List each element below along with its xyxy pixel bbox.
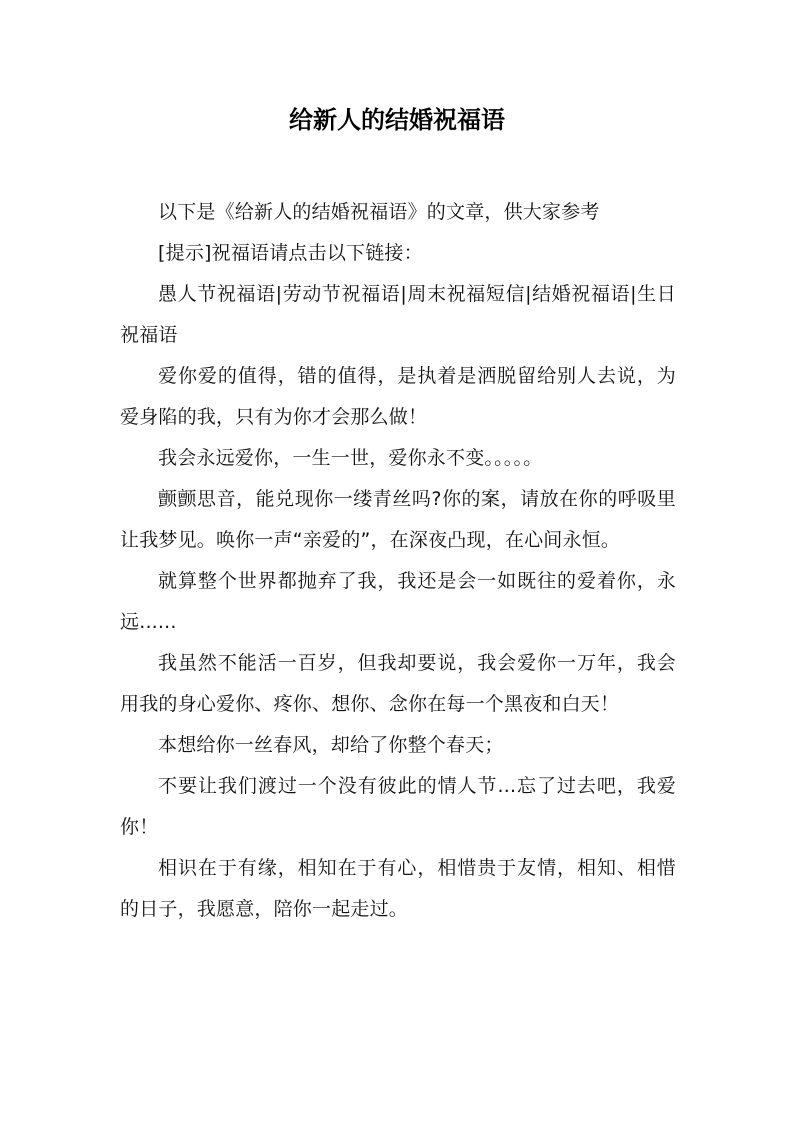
paragraph-hint: [提示]祝福语请点击以下链接： — [158, 242, 423, 264]
paragraph-blessing: 本想给你一丝春风，却给了你整个春天； — [158, 734, 504, 756]
paragraph-blessing: 我虽然不能活一百岁，但我却要说，我会爱你一万年，我会用我的身心爱你、疼你、想你、念你在每一个黑夜和白天！ — [120, 652, 676, 715]
paragraph-blessing: 不要让我们渡过一个没有彼此的情人节...忘了过去吧，我爱你！ — [120, 775, 676, 838]
paragraph-links: 愚人节祝福语|劳动节祝福语|周末祝福短信|结婚祝福语|生日祝福语 — [120, 283, 676, 346]
paragraph-blessing: 相识在于有缘，相知在于有心，相惜贵于友情，相知、相惜的日子，我愿意，陪你一起走过。 — [120, 857, 676, 920]
paragraph-blessing: 爱你爱的值得，错的值得，是执着是洒脱留给别人去说，为爱身陷的我，只有为你才会那么做！ — [120, 365, 676, 428]
paragraph-blessing: 就算整个世界都抛弃了我，我还是会一如既往的爱着你，永远...... — [120, 570, 676, 633]
paragraph-blessing: 我会永远爱你，一生一世，爱你永不变。。。。。 — [158, 447, 543, 469]
document-title: 给新人的结婚祝福语 — [289, 106, 505, 134]
paragraph-blessing: 颤颤思音，能兑现你一缕青丝吗?你的案，请放在你的呼吸里让我梦见。唤你一声“亲爱的”，在深夜凸现，在心间永恒。 — [120, 488, 676, 551]
document-body — [120, 192, 676, 930]
paragraph-intro: 以下是《给新人的结婚祝福语》的文章，供大家参考 — [158, 201, 600, 223]
